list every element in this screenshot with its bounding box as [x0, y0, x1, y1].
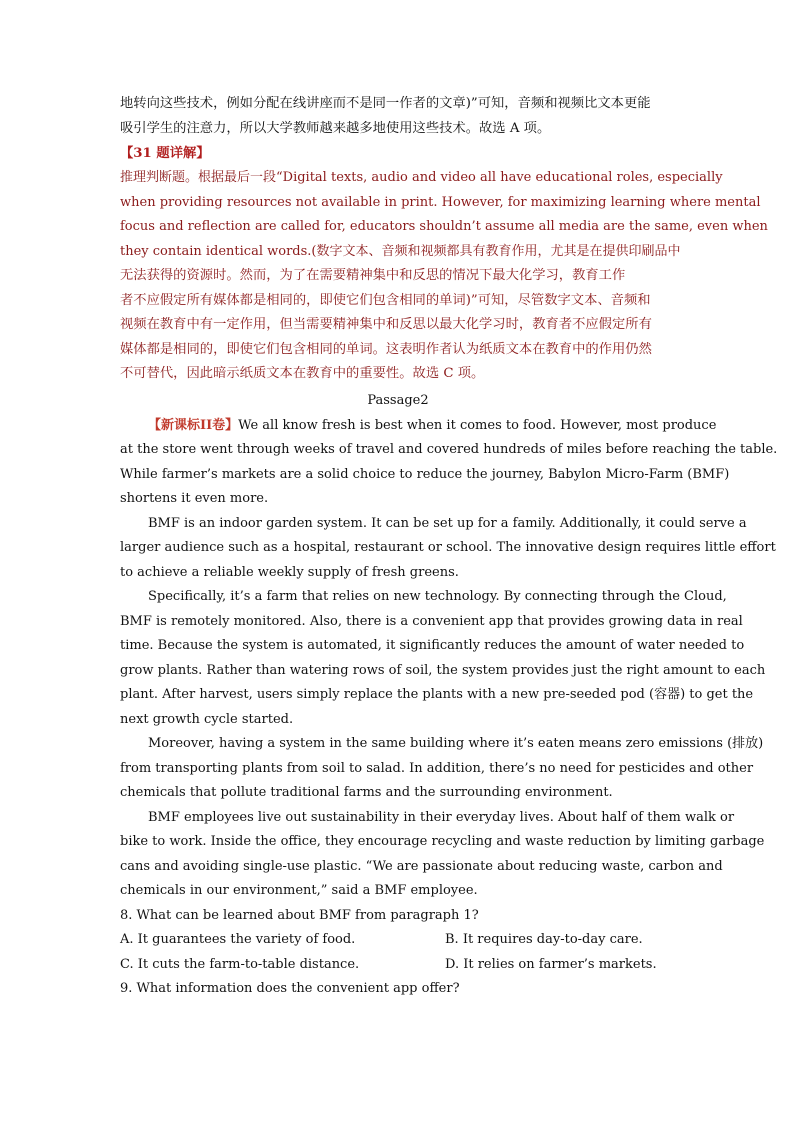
paragraph-1-line: While farmer’s markets are a solid choice to reduce the journey, Babylon Micro-Farm (BMF): [120, 466, 730, 482]
paragraph-3-line: plant. After harvest, users simply replace the plants with a new pre-seeded pod (容器) to get the: [120, 687, 754, 702]
option-b: B. It requires day-to-day care.: [445, 932, 643, 947]
q31-line: 媒体都是相同的，即使它们包含相同的单词。这表明作者认为纸质文本在教育中的作用仍然: [120, 341, 652, 357]
paragraph-2-line: larger audience such as a hospital, restaurant or school. The innovative design requires little effort: [120, 540, 776, 555]
paragraph-3-line: time. Because the system is automated, it significantly reduces the amount of water needed to: [120, 638, 745, 653]
q31-line: 者不应假定所有媒体都是相同的，即使它们包含相同的单词)”可知，尽管数字文本、音频和: [120, 292, 651, 308]
q31-line: they contain identical words.(数字文本、音频和视频都具有教育作用，尤其是在提供印刷品中: [120, 243, 681, 259]
paragraph-5-line: BMF employees live out sustainability in their everyday lives. About half of them walk or: [148, 809, 735, 825]
q31-line: 无法获得的资源时。然而，为了在需要精神集中和反思的情况下最大化学习，教育工作: [120, 268, 626, 283]
paragraph-5-line: chemicals in our environment,” said a BMF employee.: [120, 883, 478, 898]
paragraph-3-line: BMF is remotely monitored. Also, there is a convenient app that provides growing data in real: [120, 613, 743, 629]
q31-line: focus and reflection are called for, educators shouldn’t assume all media are the same, even when: [120, 219, 768, 234]
q31-line: 视频在教育中有一定作用，但当需要精神集中和反思以最大化学习时，教育者不应假定所有: [120, 317, 652, 332]
paragraph-3-line: next growth cycle started.: [120, 711, 294, 727]
paragraph-4-line: chemicals that pollute traditional farms and the surrounding environment.: [120, 785, 613, 800]
option-c: C. It cuts the farm-to-table distance.: [120, 956, 360, 972]
paragraph-2-line: to achieve a reliable weekly supply of fresh greens.: [120, 564, 459, 580]
document-page: [120, 92, 778, 1002]
option-d: D. It relies on farmer’s markets.: [445, 956, 657, 972]
paragraph-1-text: We all know fresh is best when it comes to food. However, most produce: [238, 417, 717, 433]
question-8-options-row: [120, 928, 676, 953]
q31-line: when providing resources not available in print. However, for maximizing learning where mental: [120, 194, 761, 210]
question-9-stem: 9. What information does the convenient app offer?: [120, 981, 460, 996]
paragraph-3-line: grow plants. Rather than watering rows of soil, the system provides just the right amount to each: [120, 662, 766, 678]
paragraph-1-line: shortens it even more.: [120, 491, 269, 506]
explanation-line: 地转向这些技术，例如分配在线讲座而不是同一作者的文章)”可知，音频和视频比文本更能: [120, 96, 651, 111]
q31-line: 推理判断题。根据最后一段“Digital texts, audio and video all have educational roles, especially: [120, 170, 723, 185]
exam-tag: 【新课标ⅠⅠ卷】: [148, 417, 239, 433]
paragraph-4-line: from transporting plants from soil to salad. In addition, there’s no need for pesticides and other: [120, 760, 754, 776]
paragraph-5-line: bike to work. Inside the office, they encourage recycling and waste reduction by limiting garbage: [120, 834, 765, 849]
passage-title: Passage2: [367, 392, 429, 408]
option-a: A. It guarantees the variety of food.: [120, 932, 356, 947]
paragraph-1-line: [120, 414, 717, 439]
q31-heading: 【31 题详解】: [120, 146, 210, 161]
paragraph-5-line: cans and avoiding single-use plastic. “We are passionate about reducing waste, carbon and: [120, 858, 723, 874]
paragraph-1-line: at the store went through weeks of travel and covered hundreds of miles before reaching the table.: [120, 442, 778, 457]
q31-line: 不可替代，因此暗示纸质文本在教育中的重要性。故选 C 项。: [120, 366, 485, 381]
explanation-line: 吸引学生的注意力，所以大学教师越来越多地使用这些技术。故选 A 项。: [120, 120, 551, 136]
paragraph-3-line: Specifically, it’s a farm that relies on new technology. By connecting through the Cloud,: [148, 589, 727, 604]
paragraph-2-line: BMF is an indoor garden system. It can be set up for a family. Additionally, it could serve a: [148, 515, 747, 531]
question-8-stem: 8. What can be learned about BMF from paragraph 1?: [120, 907, 479, 923]
question-8-options-row: [120, 953, 676, 978]
paragraph-4-line: Moreover, having a system in the same building where it’s eaten means zero emissions (排放): [148, 736, 764, 751]
